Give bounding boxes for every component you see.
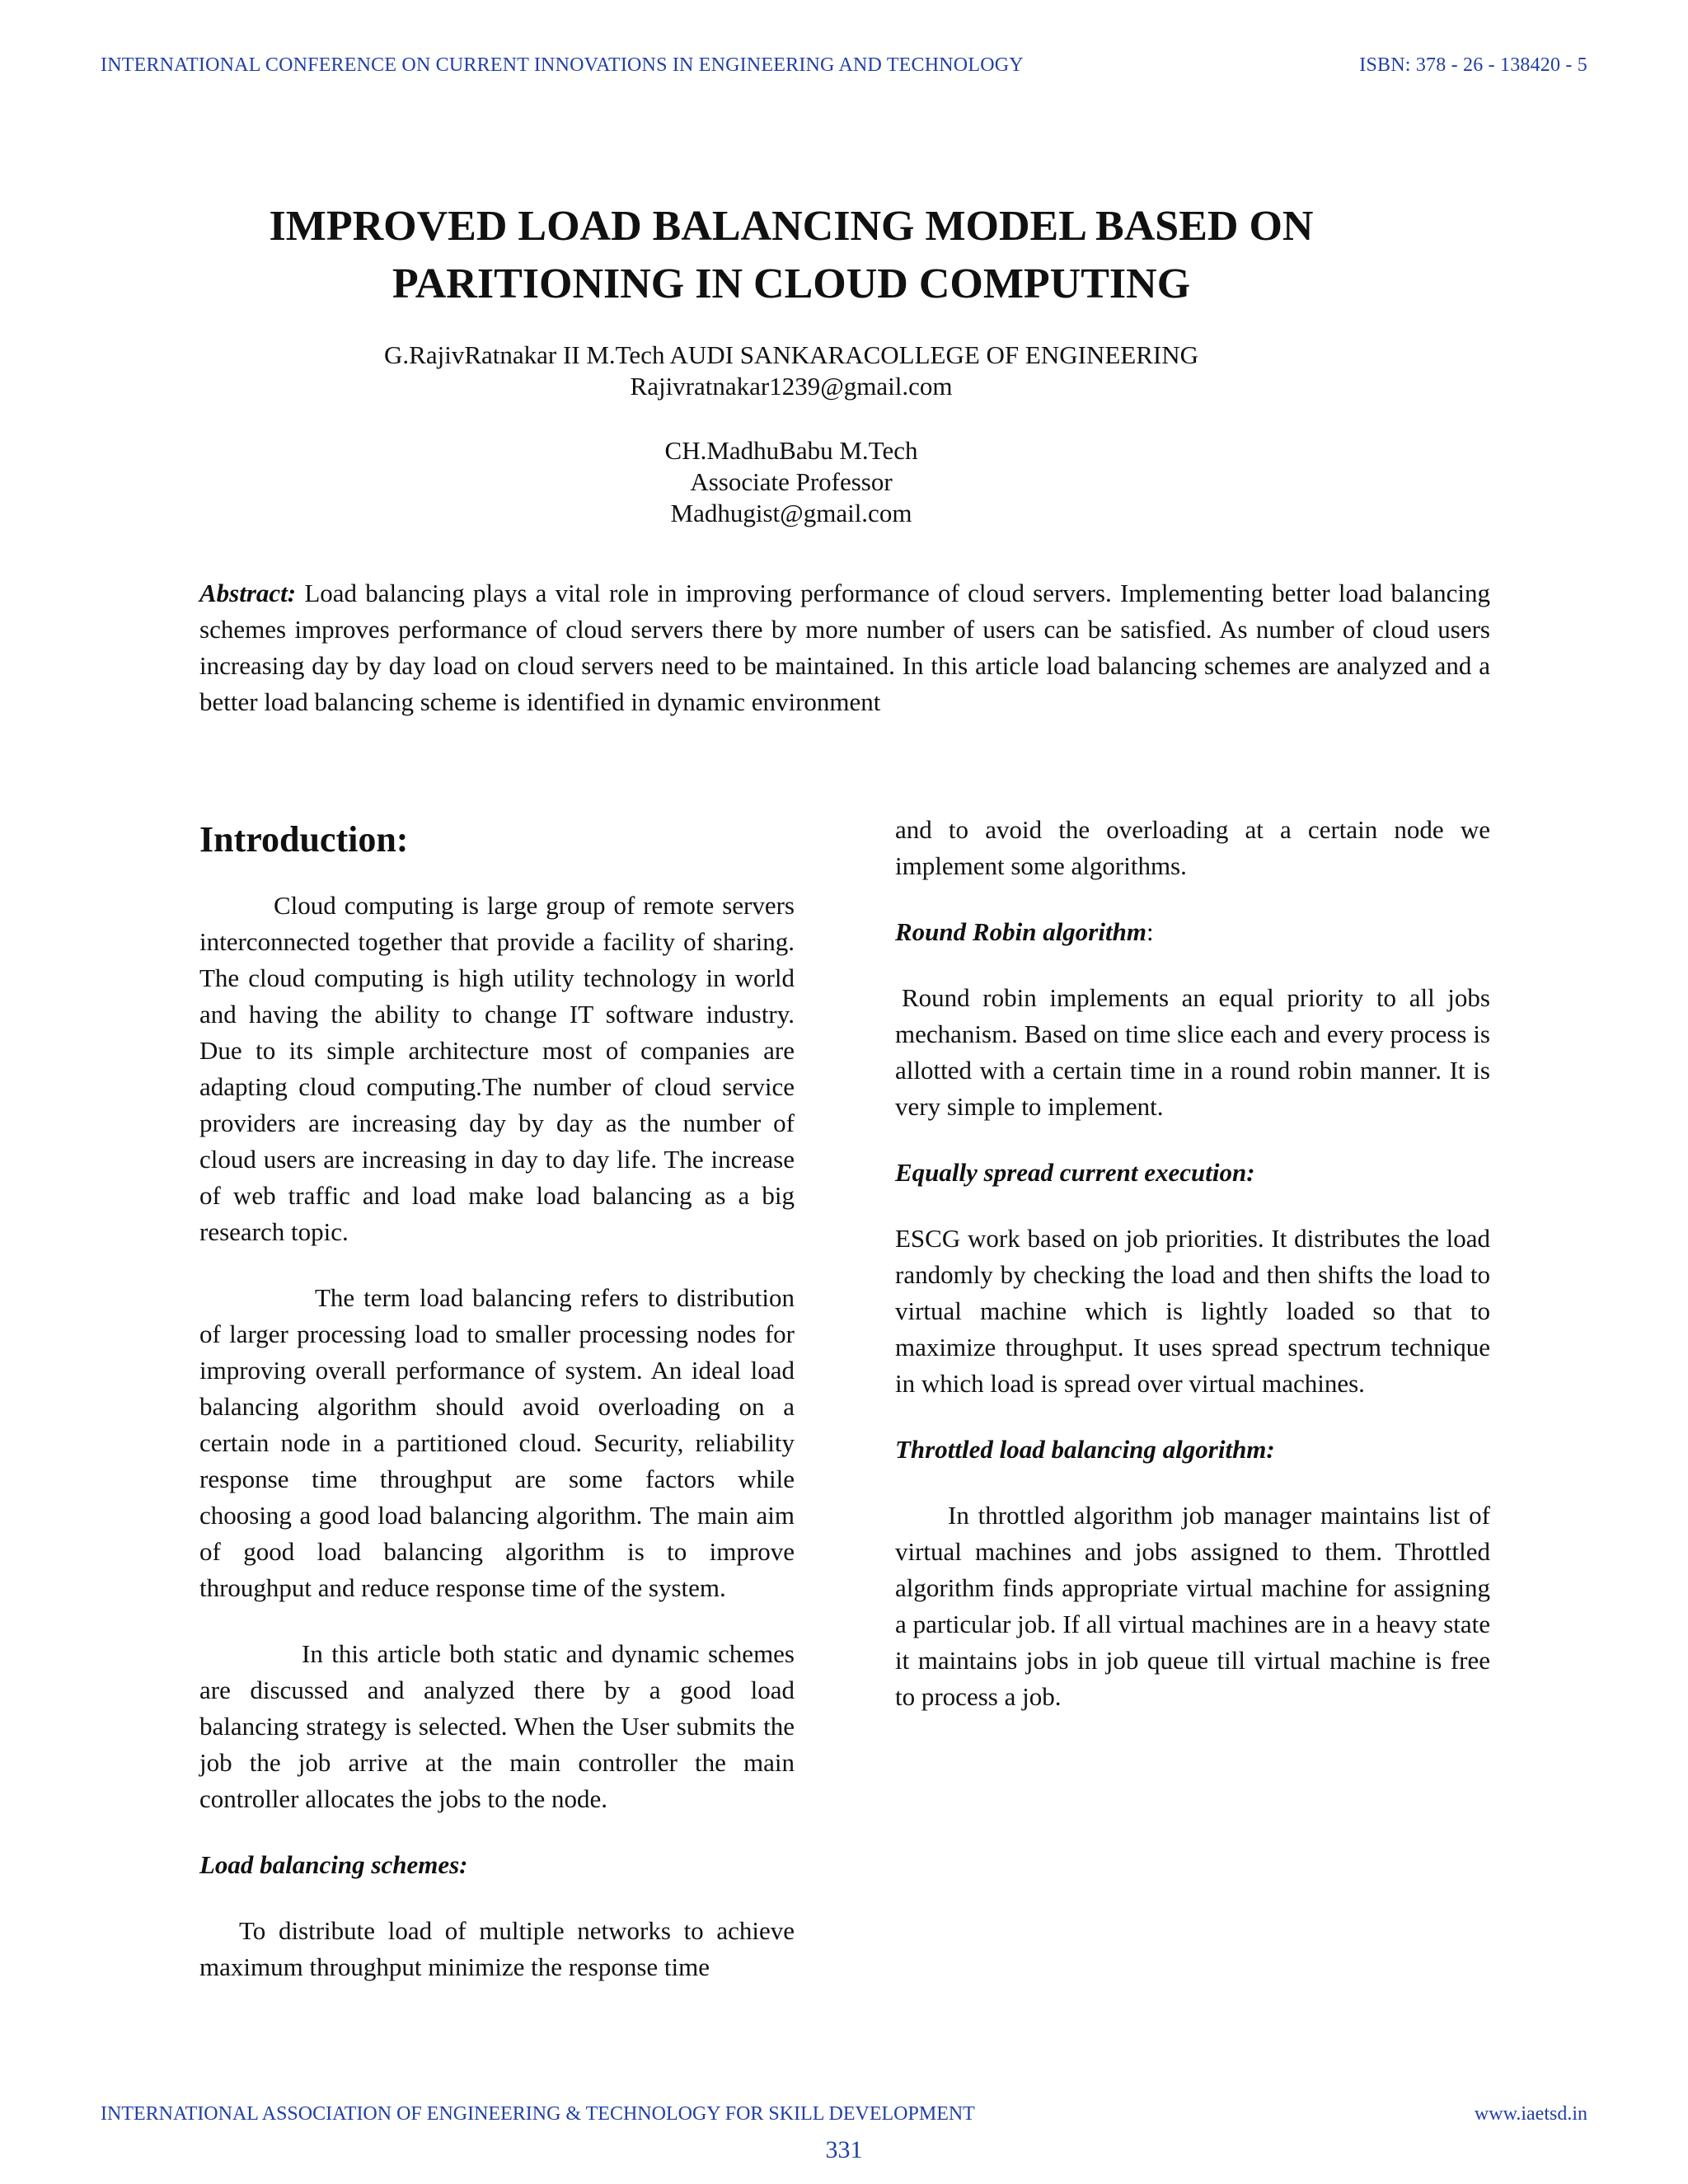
intro-paragraph-1: Cloud computing is large group of remote servers interconnected together that provide a facility of sharing. The cloud computing is high utility technology in world and having the ability to change IT software industry. Due to its simple architecture most of companies are adapting cloud computing.The number of cloud service providers are increasing day by day as the number of cloud users are increasing in day to day life. The increase of web traffic and load make load balancing as a big research topic.: [199, 891, 795, 1246]
author-1-email: Rajivratnakar1239@gmail.com: [630, 372, 953, 401]
intro-paragraph-2: The term load balancing refers to distribution of larger processing load to smaller processing nodes for improving overall performance of system. An ideal load balancing algorithm should avoid overloading on a certain node in a partitioned cloud. Security, reliability response time throughput are some factors while choosing a good load balancing algorithm. The main aim of good load balancing algorithm is to improve throughput and reduce response time of the system.: [199, 1283, 795, 1602]
author-2-name: CH.MadhuBabu M.Tech: [664, 436, 918, 465]
schemes-heading: Load balancing schemes:: [199, 1850, 468, 1879]
escg-paragraph: ESCG work based on job priorities. It distributes the load randomly by checking the load and then shifts the load to virtual machine which is lightly loaded so that to maximize throughput. It uses spread spectrum technique in which load is spread over virtual machines.: [895, 1224, 1490, 1398]
schemes-continuation: and to avoid the overloading at a certain node we implement some algorithms.: [895, 815, 1490, 880]
round-robin-heading-text: Round Robin algorithm: [895, 917, 1146, 946]
intro-paragraph-3: In this article both static and dynamic schemes are discussed and analyzed there by a good load balancing strategy is selected. When the User submits the job the job arrive at the main controller the main controller allocates the jobs to the node.: [199, 1639, 795, 1813]
escg-heading: Equally spread current execution:: [895, 1158, 1255, 1187]
round-robin-paragraph: Round robin implements an equal priority to all jobs mechanism. Based on time slice each and every process is allotted with a certain time in a round robin manner. It is very simple to implement.: [895, 983, 1490, 1121]
running-footer: [101, 2103, 1587, 2125]
author-1-affiliation: G.RajivRatnakar II M.Tech AUDI SANKARACOLLEGE OF ENGINEERING: [384, 340, 1198, 369]
title-line-2: PARITIONING IN CLOUD COMPUTING: [392, 260, 1191, 307]
running-header: [101, 54, 1587, 77]
author-2-role: Associate Professor: [690, 467, 893, 496]
page-number: 331: [825, 2136, 863, 2163]
abstract-label: Abstract:: [199, 579, 297, 607]
abstract-text: Load balancing plays a vital role in improving performance of cloud servers. Implementing better load balancing schemes improves performance of cloud servers there by more number of users can be satisfied. As number of cloud users increasing day by day load on cloud servers need to be maintained. In this article load balancing schemes are analyzed and a better load balancing scheme is identified in dynamic environment: [199, 579, 1490, 716]
right-column: [895, 812, 1490, 1745]
conference-name: INTERNATIONAL CONFERENCE ON CURRENT INNOVATIONS IN ENGINEERING AND TECHNOLOGY: [101, 54, 1024, 76]
paper-title: [132, 198, 1451, 313]
introduction-heading: Introduction:: [199, 819, 409, 860]
left-column: [199, 812, 795, 2015]
website-link[interactable]: www.iaetsd.in: [1474, 2103, 1587, 2125]
abstract: [199, 575, 1490, 720]
throttled-paragraph: In throttled algorithm job manager maintains list of virtual machines and jobs assigned to them. Throttled algorithm finds appropriate virtual machine for assigning a particular job. If all virtual machines are in a heavy state it maintains jobs in job queue till virtual machine is free to process a job.: [895, 1501, 1490, 1711]
isbn: ISBN: 378 - 26 - 138420 - 5: [1359, 54, 1587, 76]
round-robin-heading: [895, 914, 1490, 950]
throttled-heading: Throttled load balancing algorithm:: [895, 1435, 1275, 1464]
title-line-1: IMPROVED LOAD BALANCING MODEL BASED ON: [269, 203, 1314, 250]
schemes-paragraph: To distribute load of multiple networks to achieve maximum throughput minimize the response time: [199, 1916, 795, 1981]
round-robin-colon: :: [1146, 917, 1154, 946]
author-2-email: Madhugist@gmail.com: [670, 499, 912, 527]
author-spacer: [132, 402, 1451, 435]
association-name: INTERNATIONAL ASSOCIATION OF ENGINEERING & TECHNOLOGY FOR SKILL DEVELOPMENT: [101, 2103, 975, 2125]
author-block: [132, 340, 1451, 529]
